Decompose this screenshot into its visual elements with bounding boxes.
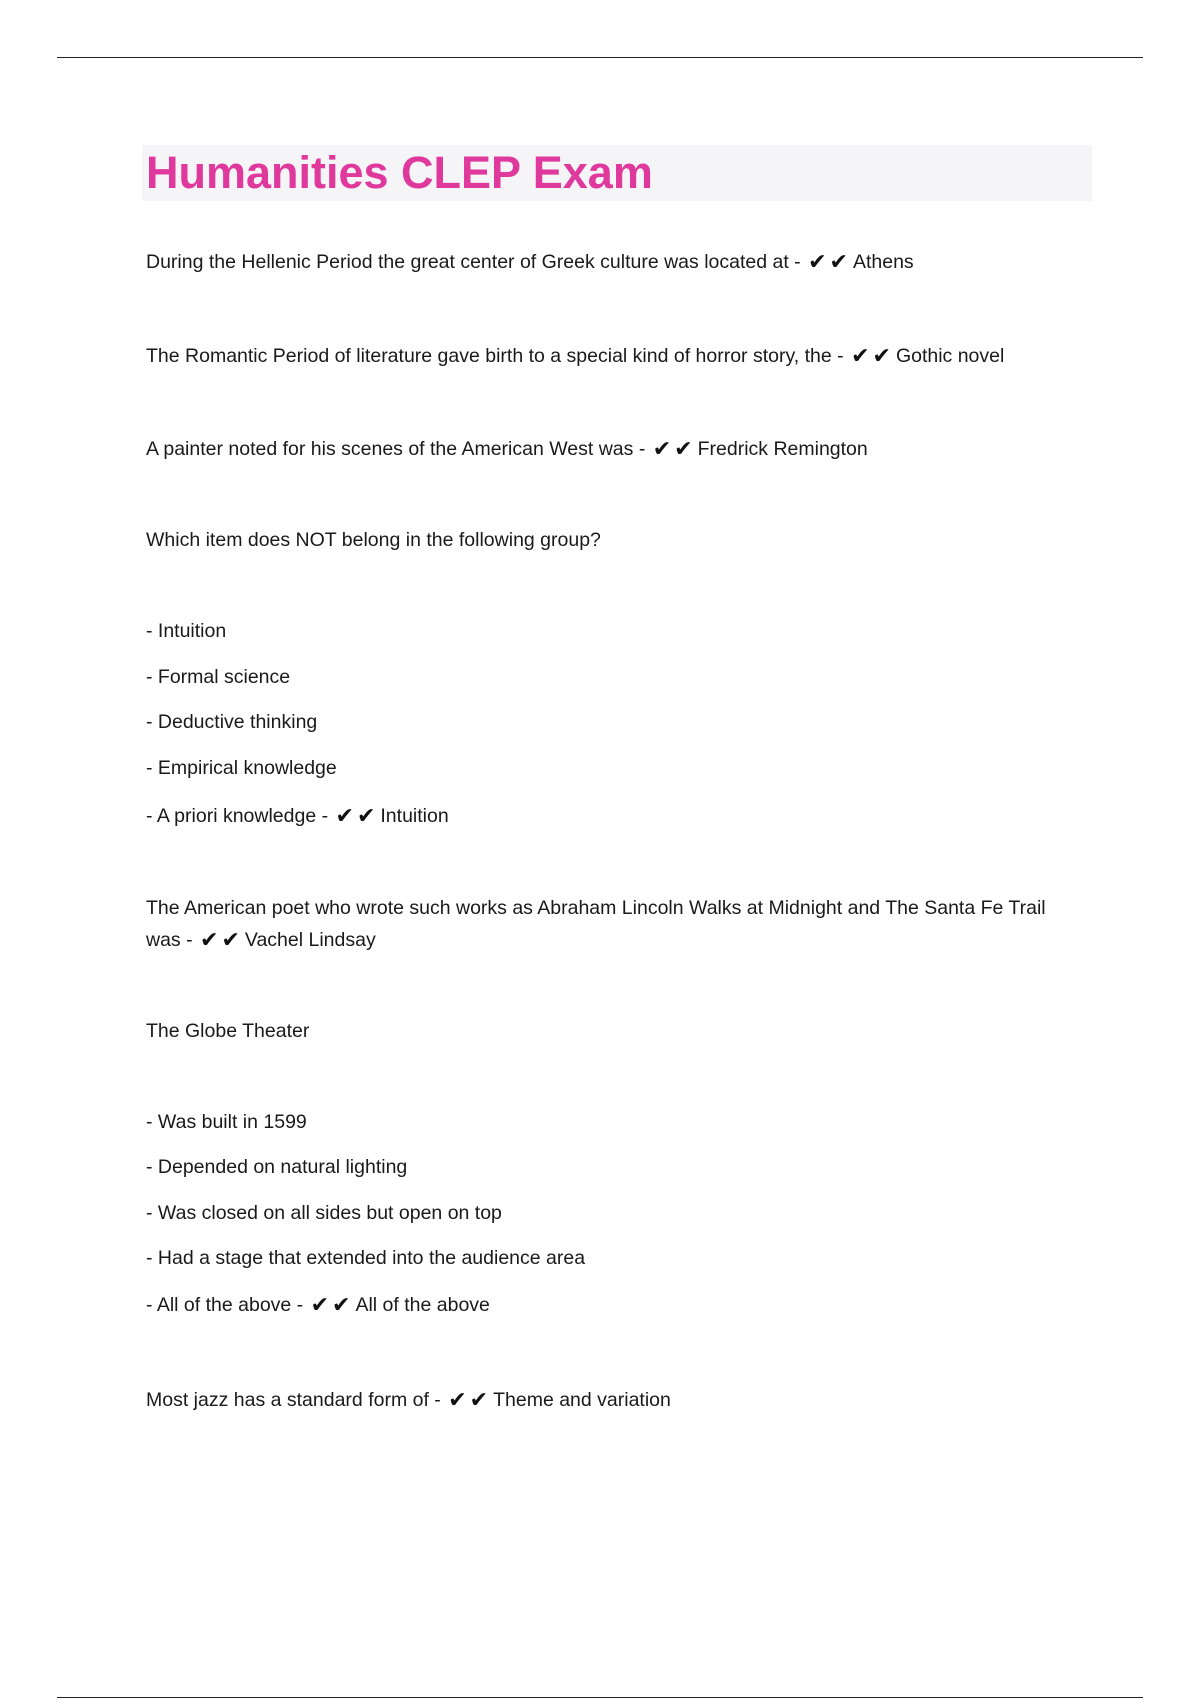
- answer-text: Gothic novel: [895, 345, 1005, 367]
- option-text: - All of the above -: [146, 1294, 304, 1316]
- qa-item: [146, 924, 1086, 956]
- question-text: Which item does NOT belong in the following group?: [146, 529, 601, 551]
- option-text: - Was built in 1599: [146, 1111, 307, 1133]
- qa-item: [146, 340, 1086, 372]
- question-text: Most jazz has a standard form of -: [146, 1389, 441, 1411]
- answer-text: Athens: [852, 251, 914, 273]
- bottom-rule: [57, 1697, 1143, 1698]
- answer-text: All of the above: [355, 1294, 490, 1316]
- qa-item: [146, 246, 1086, 278]
- double-check-icon: ✔✔: [652, 436, 696, 461]
- double-check-icon: ✔✔: [310, 1292, 354, 1317]
- page-title: Humanities CLEP Exam: [146, 147, 653, 198]
- answer-text: Intuition: [380, 805, 449, 827]
- option-text: - Was closed on all sides but open on top: [146, 1202, 502, 1224]
- question-text: The Romantic Period of literature gave birth to a special kind of horror story, the -: [146, 345, 844, 367]
- option-text: - Depended on natural lighting: [146, 1156, 408, 1178]
- double-check-icon: ✔✔: [200, 927, 243, 952]
- double-check-icon: ✔✔: [448, 1387, 492, 1412]
- option-text: - Had a stage that extended into the audience area: [146, 1247, 586, 1269]
- option-text: - A priori knowledge -: [146, 805, 329, 827]
- qa-item: [146, 1289, 1086, 1321]
- qa-item: [146, 1384, 1086, 1416]
- double-check-icon: ✔✔: [335, 803, 379, 828]
- answer-text: Vachel Lindsay: [244, 929, 376, 951]
- double-check-icon: ✔✔: [851, 343, 894, 368]
- qa-item: [146, 433, 1086, 465]
- option-text: - Formal science: [146, 666, 291, 688]
- answer-text: Fredrick Remington: [697, 438, 868, 460]
- question-text: The Globe Theater: [146, 1020, 310, 1042]
- question-text: A painter noted for his scenes of the American West was -: [146, 438, 646, 460]
- question-text: was -: [146, 929, 193, 951]
- question-text: The American poet who wrote such works as Abraham Lincoln Walks at Midnight and The Santa Fe Trail: [146, 897, 1046, 919]
- top-rule: [57, 57, 1143, 58]
- double-check-icon: ✔✔: [808, 249, 851, 274]
- question-text: During the Hellenic Period the great center of Greek culture was located at -: [146, 251, 801, 273]
- qa-item: [146, 800, 1086, 832]
- option-text: - Intuition: [146, 620, 227, 642]
- option-text: - Deductive thinking: [146, 711, 318, 733]
- answer-text: Theme and variation: [493, 1389, 671, 1411]
- option-text: - Empirical knowledge: [146, 757, 337, 779]
